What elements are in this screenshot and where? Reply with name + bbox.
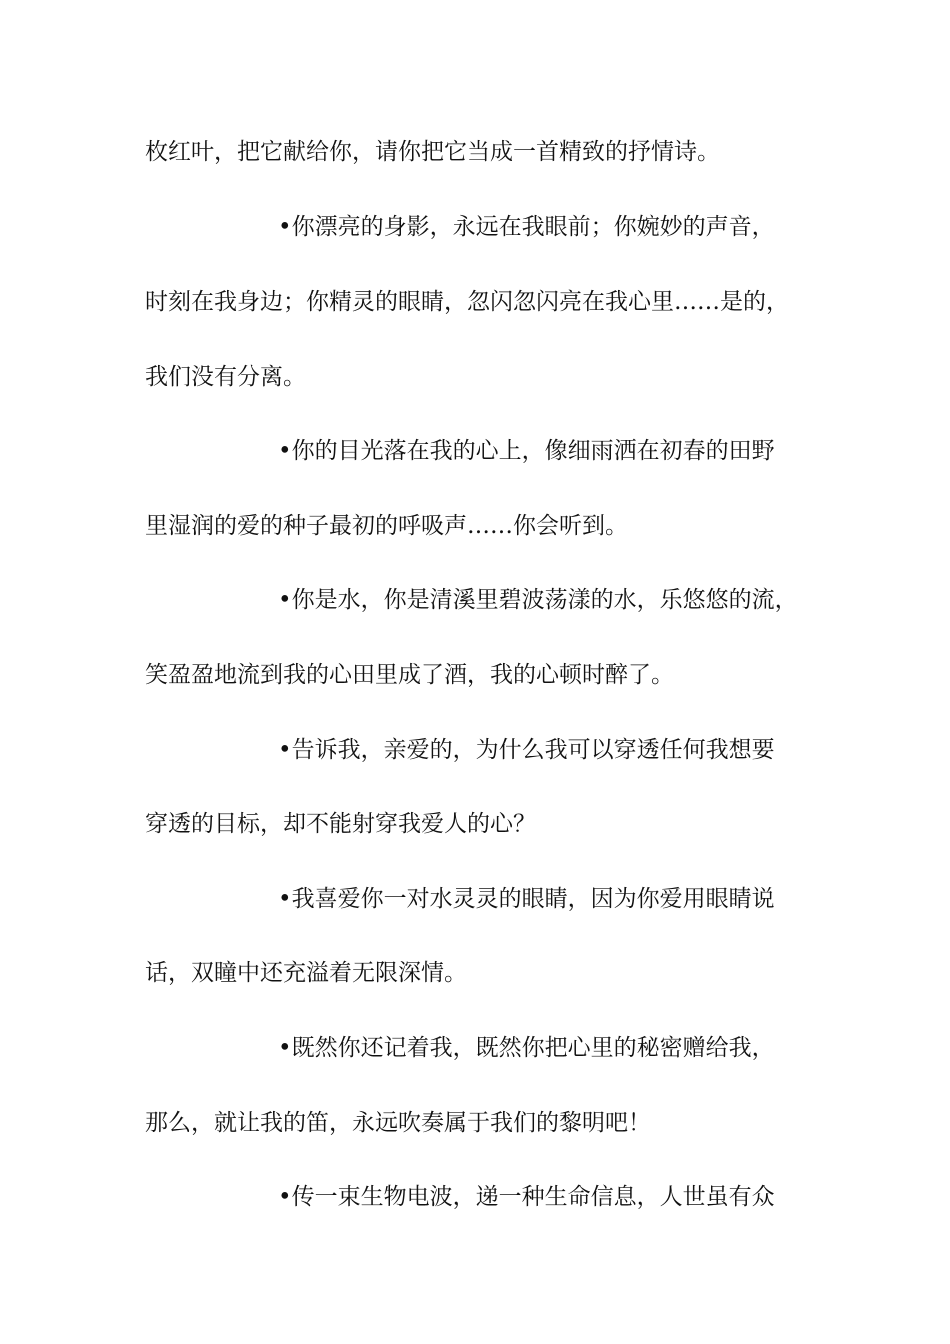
bullet-paragraph-line: •告诉我，亲爱的，为什么我可以穿透任何我想要 xyxy=(278,737,775,763)
bullet-paragraph-line: •你漂亮的身影，永远在我眼前；你婉妙的声音， xyxy=(278,214,775,240)
text-line: 穿透的目标，却不能射穿我爱人的心？ xyxy=(145,811,536,837)
text-line: 那么，就让我的笛，永远吹奏属于我们的黎明吧！ xyxy=(145,1110,651,1136)
text-line: 里湿润的爱的种子最初的呼吸声……你会听到。 xyxy=(145,513,628,539)
text-line: 时刻在我身边；你精灵的眼睛，忽闪忽闪亮在我心里……是的， xyxy=(145,289,789,315)
text-line: 我们没有分离。 xyxy=(145,364,306,390)
bullet-paragraph-line: •你是水，你是清溪里碧波荡漾的水，乐悠悠的流， xyxy=(278,587,798,613)
bullet-paragraph-line: •传一束生物电波，递一种生命信息，人世虽有众 xyxy=(278,1184,775,1210)
text-line: 枚红叶，把它献给你，请你把它当成一首精致的抒情诗。 xyxy=(145,139,720,165)
bullet-paragraph-line: •你的目光落在我的心上，像细雨洒在初春的田野 xyxy=(278,438,775,464)
bullet-paragraph-line: •我喜爱你一对水灵灵的眼睛，因为你爱用眼睛说 xyxy=(278,886,775,912)
text-line: 笑盈盈地流到我的心田里成了酒，我的心顿时醉了。 xyxy=(145,662,674,688)
bullet-paragraph-line: •既然你还记着我，既然你把心里的秘密赠给我， xyxy=(278,1035,775,1061)
text-line: 话，双瞳中还充溢着无限深情。 xyxy=(145,960,467,986)
